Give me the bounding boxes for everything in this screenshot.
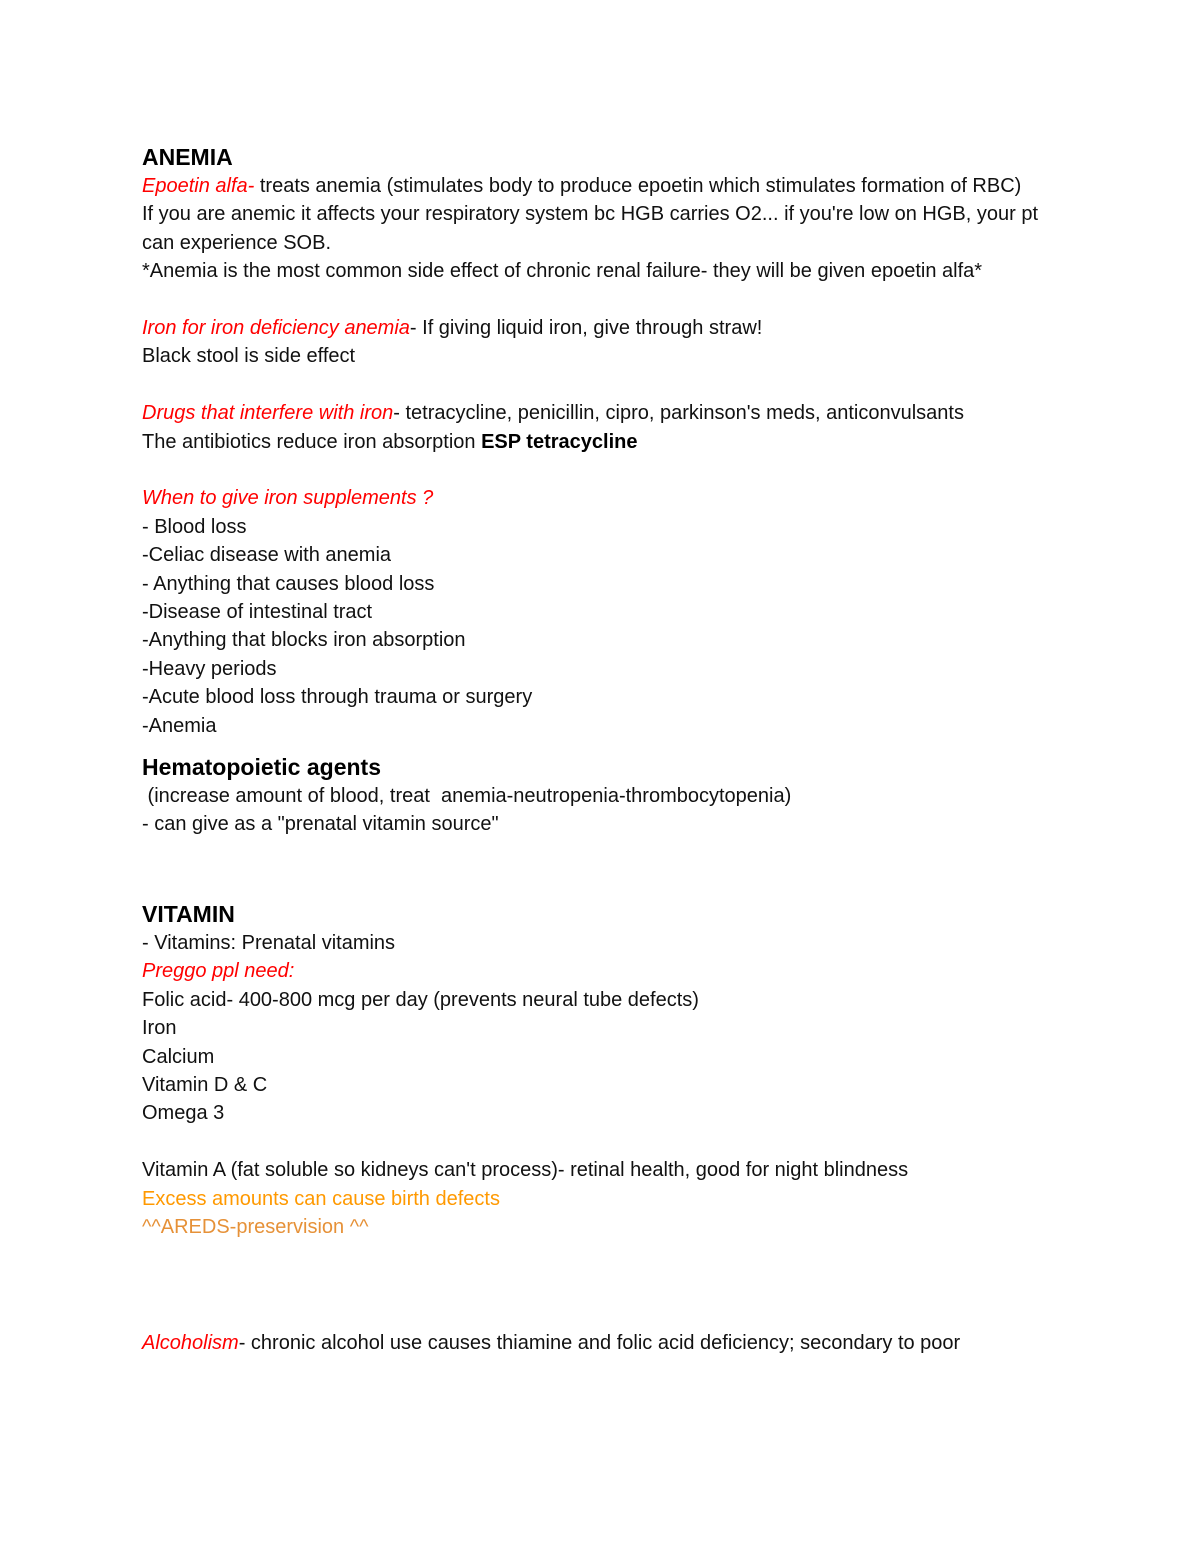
antibiotics-bold: ESP tetracycline (481, 430, 638, 453)
epoetin-paragraph (142, 172, 1072, 200)
list-item: -Anything that blocks iron absorption (142, 629, 466, 652)
prenatal-line: - Vitamins: Prenatal vitamins (142, 931, 396, 954)
alcoholism-term: Alcoholism (142, 1332, 239, 1355)
anemia-heading: ANEMIA (142, 144, 233, 170)
antibiotics-text: The antibiotics reduce iron absorption (142, 430, 482, 453)
antibiotics-paragraph (142, 428, 1072, 456)
hematopoietic-prenatal: - can give as a "prenatal vitamin source" (142, 813, 499, 836)
hematopoietic-heading: Hematopoietic agents (142, 754, 381, 781)
preggo-term: Preggo ppl need: (142, 960, 295, 983)
list-item: - Blood loss (142, 515, 247, 538)
drugs-desc: - tetracycline, penicillin, cipro, parkinson's meds, anticonvulsants (393, 402, 964, 425)
excess-warning: Excess amounts can cause birth defects (142, 1187, 500, 1210)
iron-paragraph (142, 314, 1072, 342)
drugs-paragraph (142, 399, 1072, 427)
drugs-term: Drugs that interfere with iron (142, 402, 394, 425)
areds-note: ^^AREDS-preservision ^^ (142, 1215, 369, 1238)
epoetin-term: Epoetin alfa- (142, 175, 255, 197)
vitamin-heading: VITAMIN (142, 900, 235, 927)
list-item: Iron (142, 1017, 177, 1040)
iron-desc: - If giving liquid iron, give through straw! (409, 317, 763, 340)
when-heading: When to give iron supplements ? (142, 487, 434, 510)
list-item: - Anything that causes blood loss (142, 572, 435, 595)
list-item: -Celiac disease with anemia (142, 544, 392, 567)
anemic-paragraph: If you are anemic it affects your respiratory system bc HGB carries O2... if you're low on HGB, your pt can experience SOB. (142, 203, 1038, 254)
epoetin-desc: treats anemia (stimulates body to produce epoetin which stimulates formation of RBC) (254, 175, 1022, 197)
list-item: Omega 3 (142, 1102, 225, 1125)
list-item: Folic acid- 400-800 mcg per day (prevents neural tube defects) (142, 988, 699, 1011)
alcoholism-desc: - chronic alcohol use causes thiamine and folic acid deficiency; secondary to poor (238, 1332, 961, 1355)
list-item: -Heavy periods (142, 657, 277, 680)
list-item: -Acute blood loss through trauma or surgery (142, 686, 533, 709)
renal-note: *Anemia is the most common side effect of chronic renal failure- they will be given epoetin alfa* (142, 260, 983, 283)
list-item: Calcium (142, 1045, 215, 1068)
list-item: Vitamin D & C (142, 1073, 268, 1096)
hematopoietic-desc: (increase amount of blood, treat anemia-neutropenia-thrombocytopenia) (142, 785, 792, 808)
list-item: -Disease of intestinal tract (142, 601, 373, 624)
iron-term: Iron for iron deficiency anemia (142, 317, 410, 340)
vitamin-a-line: Vitamin A (fat soluble so kidneys can't process)- retinal health, good for night blindness (142, 1159, 909, 1182)
alcoholism-paragraph (142, 1329, 1072, 1357)
list-item: -Anemia (142, 714, 217, 737)
document-page (142, 138, 1072, 1358)
black-stool-note: Black stool is side effect (142, 345, 356, 368)
